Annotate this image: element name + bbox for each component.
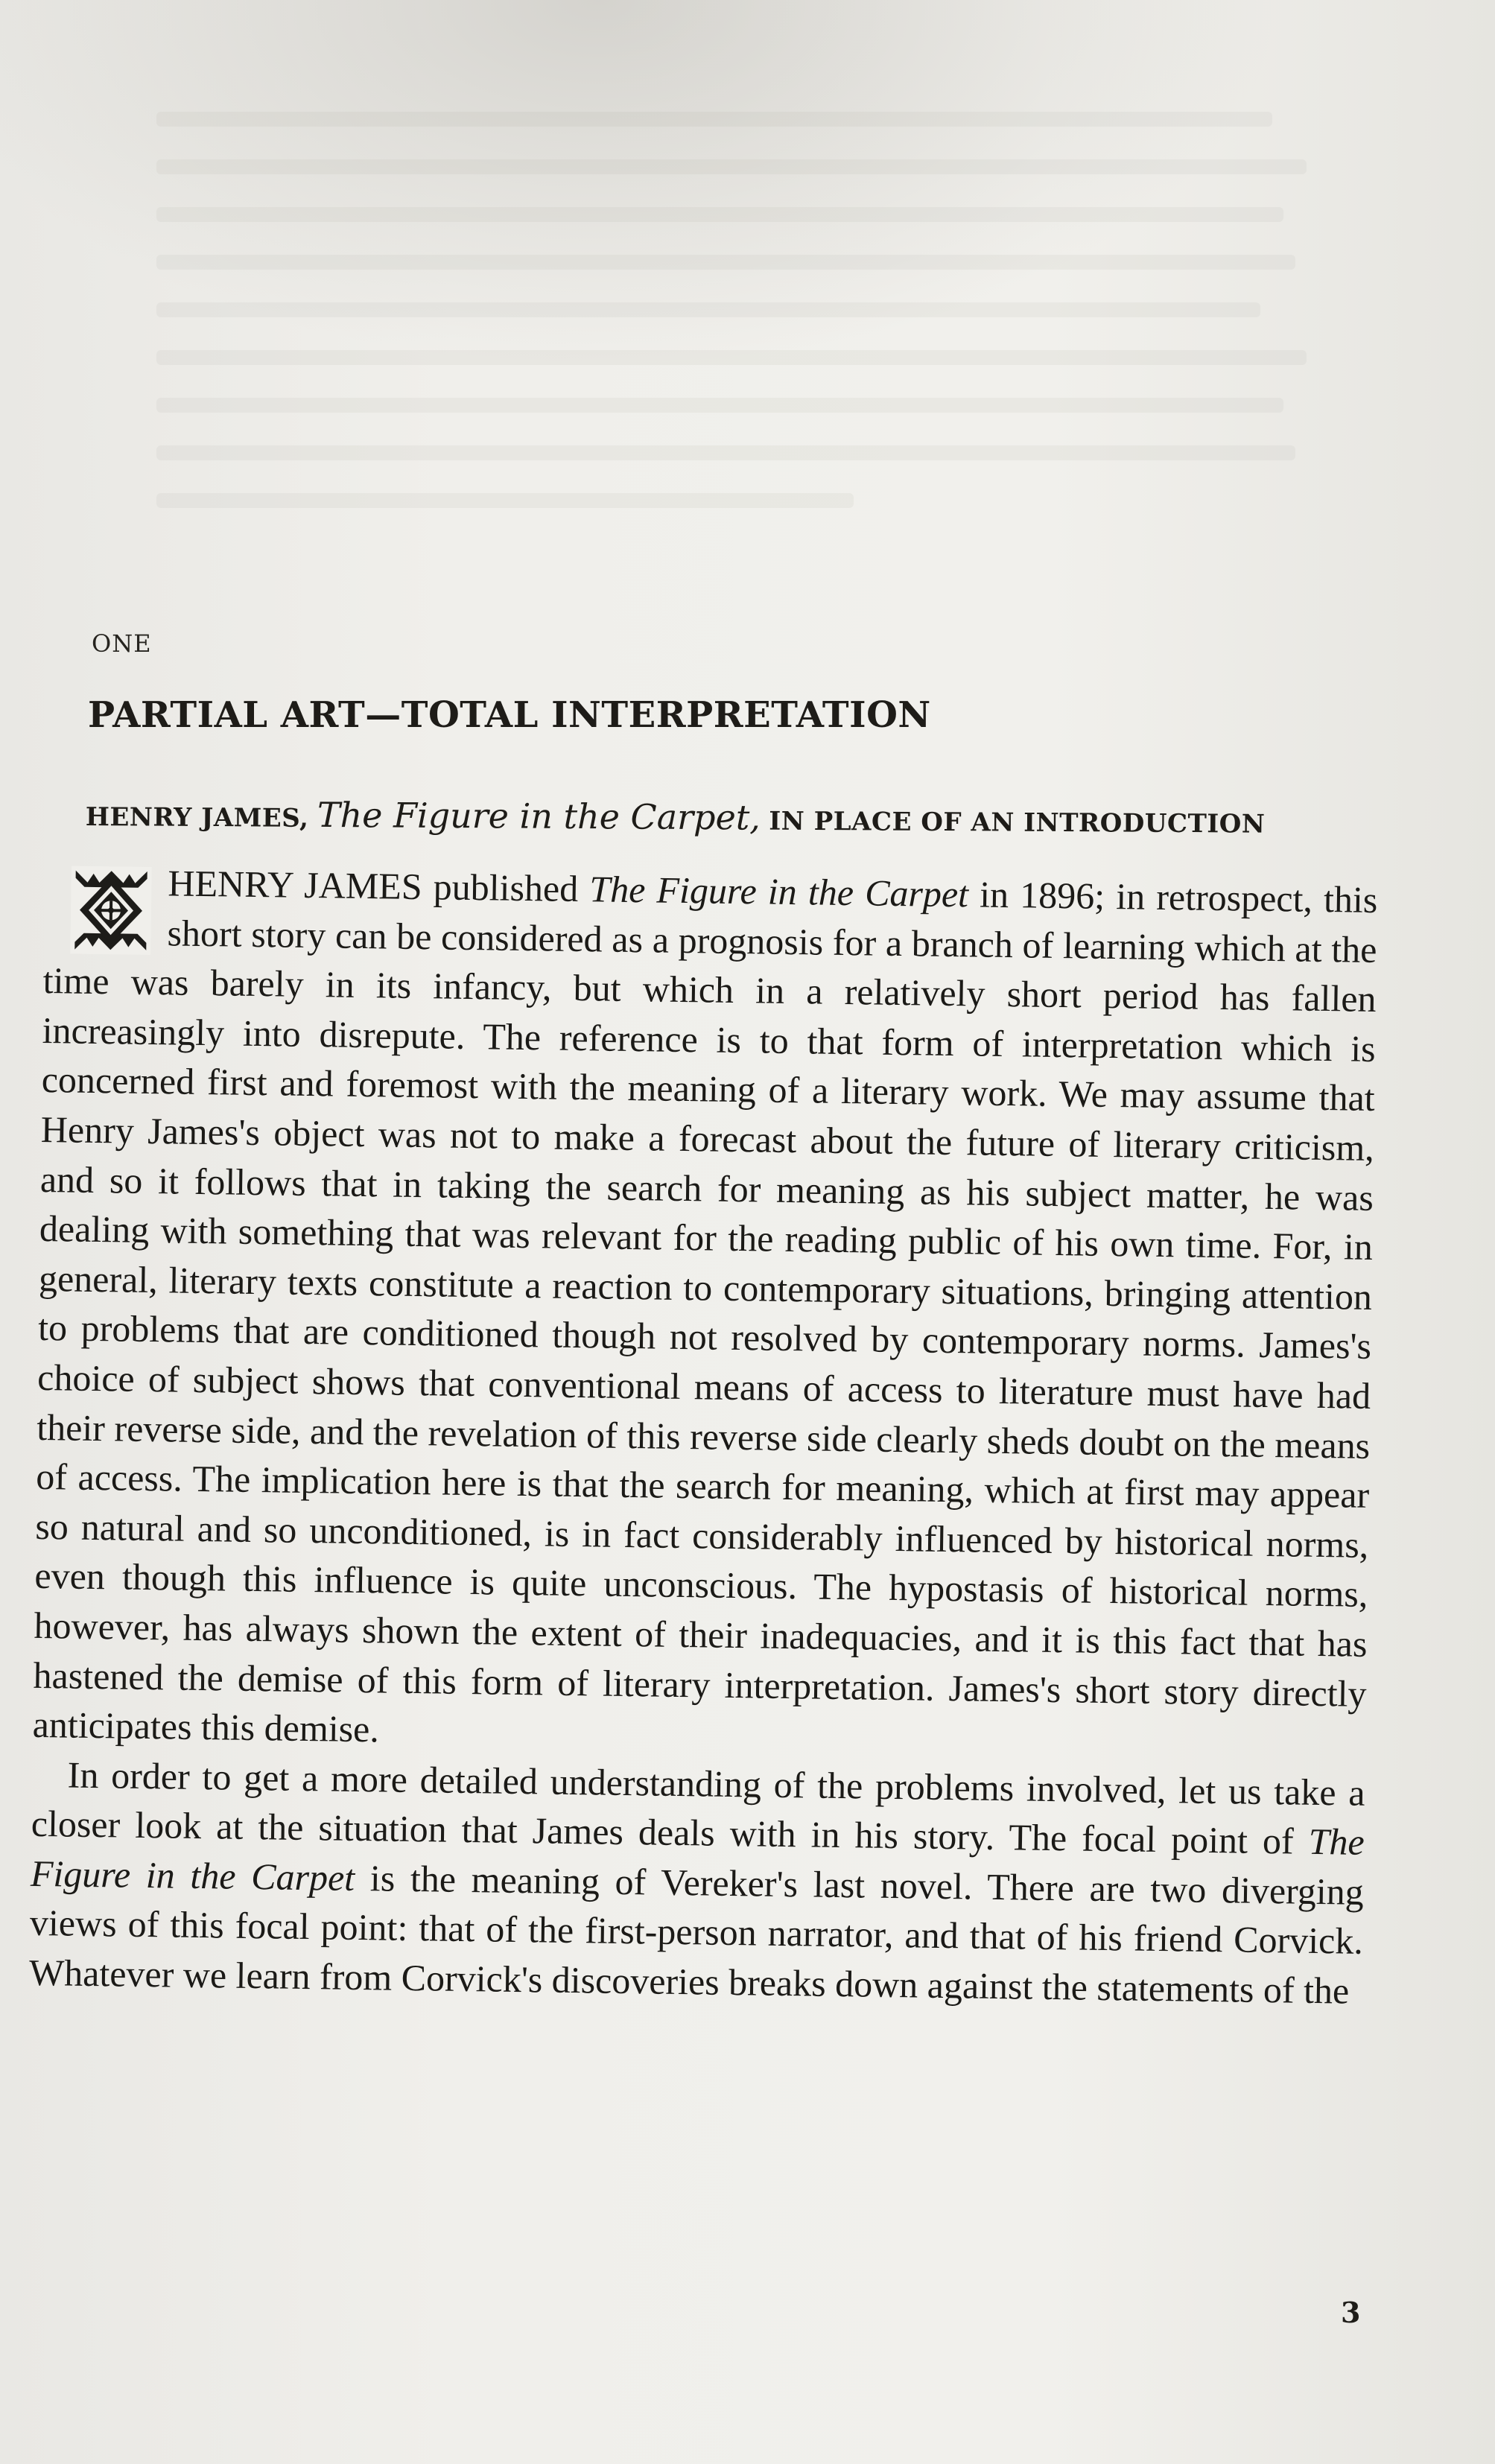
paragraph-2-text-a: In order to get a more detailed understanding of the problems involved, let us take a closer look at the situation that James deals with in his story. The focal point of [31,1753,1366,1862]
section-heading [86,793,1352,841]
chapter-title: PARTIAL ART—TOTAL INTERPRETATION [88,694,931,736]
paragraph-2-text-b: is the meaning of Vereker's last novel. There are two diverging views of this focal point: that of the first-person narrator, and that of his friend Corvick. Whatever we learn from Corvick's discoveries breaks down against the statements of the [28,1857,1365,2012]
show-through-background [156,112,1318,541]
chapter-number: ONE [92,629,152,658]
section-heading-rest: IN PLACE OF AN INTRODUCTION [769,806,1266,839]
paragraph-1-title: The Figure in the Carpet [588,868,969,915]
page-number: 3 [1341,2296,1361,2329]
body-text [29,857,1378,2016]
paragraph-2 [29,1750,1365,2016]
paragraph-2-title: The Figure in the Carpet [30,1820,1365,1899]
section-heading-author: HENRY JAMES, [85,801,309,833]
paragraph-1-text: in 1896; in retrospect, this short story can be considered as a prognosis for a branch of learning which at the time was barely in its infancy, but which in a relatively short period has fallen increasingly into disrepute. The reference is to that form of interpretation which is concerned first and foremost with the meaning of a literary work. We may assume that Henry James's object was not to make a forecast about the future of literary criticism, and so it follows that in taking the search for meaning as his subject matter, he was dealing with something that was relevant for the reading public of his own time. For, in general, literary texts constitute a reaction to contemporary situations, bringing attention to problems that are conditioned though not resolved by contemporary norms. James's choice of subject shows that conventional means of access to literature must have had their reverse side, and the revelation of this reverse side clearly sheds doubt on the means of access. The implication here is that the search for meaning, which at first may appear so natural and so unconditioned, is in fact considerably influenced by historical norms, even though this influence is quite unconscious. The hypostasis of historical norms, however, has always shown the extent of their inadequacies, and it is this fact that has hastened the demise of this form of literary interpretation. James's short story directly anticipates this demise. [32,873,1378,1750]
paragraph-1-lead: HENRY JAMES published [168,862,579,910]
ornamental-drop-cap-icon [70,866,152,955]
section-heading-work: The Figure in the Carpet, [317,794,761,838]
paragraph-1 [32,857,1378,1768]
